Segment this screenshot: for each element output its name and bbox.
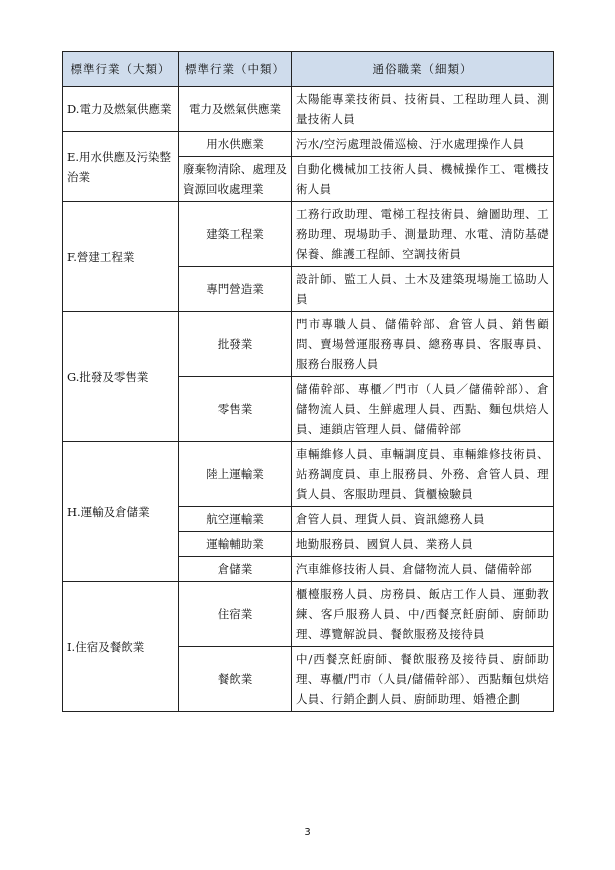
header-mid-category: 標準行業（中類） [179, 52, 292, 87]
mid-category-cell: 陸上運輸業 [179, 442, 292, 507]
occupation-detail-cell: 太陽能專業技術員、技術員、工程助理人員、測量技術人員 [292, 87, 554, 132]
occupation-detail-cell: 櫃檯服務人員、房務員、飯店工作人員、運動教練、客戶服務人員、中/西餐烹飪廚師、廚師助理、導覽解說員、餐飲服務及接待員 [292, 582, 554, 647]
occupation-detail-cell: 污水/空污處理設備巡檢、汙水處理操作人員 [292, 132, 554, 157]
mid-category-cell: 零售業 [179, 377, 292, 442]
table-row [63, 312, 554, 377]
table-row [63, 87, 554, 132]
major-category-cell: G.批發及零售業 [63, 312, 179, 442]
occupation-detail-cell: 地勤服務員、國貿人員、業務人員 [292, 532, 554, 557]
table-row [63, 582, 554, 647]
occupation-detail-cell: 儲備幹部、專櫃／門市（人員／儲備幹部）、倉儲物流人員、生鮮處理人員、西點、麵包烘焙人員、連鎖店管理人員、儲備幹部 [292, 377, 554, 442]
mid-category-cell: 批發業 [179, 312, 292, 377]
mid-category-cell: 專門營造業 [179, 267, 292, 312]
occupation-detail-cell: 工務行政助理、電梯工程技術員、繪圖助理、工務助理、現場助手、測量助理、水電、清防基礎保養、維護工程師、空調技術員 [292, 202, 554, 267]
occupation-detail-cell: 門市專職人員、儲備幹部、倉管人員、銷售顧問、賣場營運服務專員、總務專員、客服專員、服務台服務人員 [292, 312, 554, 377]
mid-category-cell: 倉儲業 [179, 557, 292, 582]
mid-category-cell: 餐飲業 [179, 647, 292, 712]
mid-category-cell: 用水供應業 [179, 132, 292, 157]
major-category-cell: H.運輸及倉儲業 [63, 442, 179, 582]
header-major-category: 標準行業（大類） [63, 52, 179, 87]
table-row [63, 202, 554, 267]
table-row [63, 442, 554, 507]
occupation-detail-cell: 汽車維修技術人員、倉儲物流人員、儲備幹部 [292, 557, 554, 582]
occupation-detail-cell: 中/西餐烹飪廚師、餐飲服務及接待員、廚師助理、專櫃/門市（人員/儲備幹部）、西點麵包烘焙人員、行銷企劃人員、廚師助理、婚禮企劃 [292, 647, 554, 712]
occupation-detail-cell: 倉管人員、理貨人員、資訊總務人員 [292, 507, 554, 532]
mid-category-cell: 建築工程業 [179, 202, 292, 267]
mid-category-cell: 航空運輸業 [179, 507, 292, 532]
table-row [63, 132, 554, 157]
occupation-detail-cell: 自動化機械加工技術人員、機械操作工、電機技術人員 [292, 157, 554, 202]
header-row [63, 52, 554, 87]
mid-category-cell: 運輸輔助業 [179, 532, 292, 557]
page-number: 3 [304, 827, 311, 838]
mid-category-cell: 電力及燃氣供應業 [179, 87, 292, 132]
major-category-cell: F.營建工程業 [63, 202, 179, 312]
major-category-cell: E.用水供應及污染整治業 [63, 132, 179, 202]
occupation-detail-cell: 車輛維修人員、車輛調度員、車輛維修技術員、站務調度員、車上服務員、外務、倉管人員、理貨人員、客服助理員、貨櫃檢驗員 [292, 442, 554, 507]
major-category-cell: I.住宿及餐飲業 [63, 582, 179, 712]
header-occupation-detail: 通俗職業（細類） [292, 52, 554, 87]
occupation-detail-cell: 設計師、監工人員、土木及建築現場施工協助人員 [292, 267, 554, 312]
mid-category-cell: 住宿業 [179, 582, 292, 647]
occupation-table [62, 51, 554, 712]
mid-category-cell: 廢棄物清除、處理及資源回收處理業 [179, 157, 292, 202]
major-category-cell: D.電力及燃氣供應業 [63, 87, 179, 132]
